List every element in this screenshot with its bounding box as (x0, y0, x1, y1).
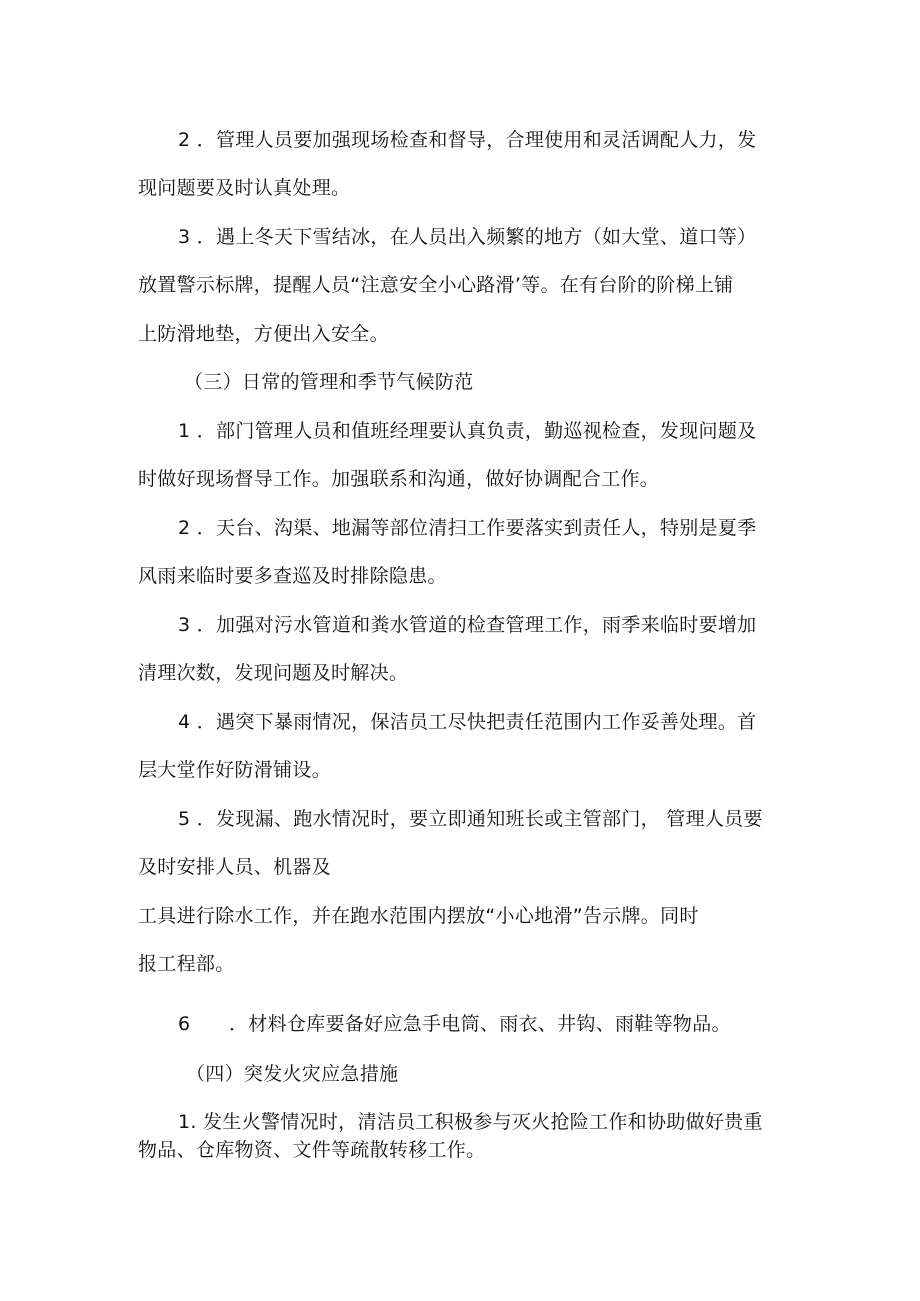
paragraph-line: 及时安排人员、机器及 (138, 856, 332, 878)
paragraph-line: 风雨来临时要多查巡及时排除隐患。 (138, 565, 447, 587)
paragraph-line: 1. 发生火警情况时，清洁员工积极参与灭火抢险工作和协助做好贵重 (178, 1111, 763, 1133)
paragraph-line: 工具进行除水工作，并在跑水范围内摆放“小心地滑”告示牌。同时 (138, 905, 699, 927)
paragraph-line: 3 ．遇上冬天下雪结冰，在人员出入频繁的地方（如大堂、道口等） (178, 226, 757, 248)
paragraph-line: 层大堂作好防滑铺设。 (138, 759, 332, 781)
paragraph-line: 2 ．天台、沟渠、地漏等部位清扫工作要落实到责任人，特别是夏季 (178, 517, 757, 539)
paragraph-line: 清理次数，发现问题及时解决。 (138, 662, 409, 684)
paragraph-line: 1 ．部门管理人员和值班经理要认真负责，勤巡视检查，发现问题及 (178, 420, 757, 442)
paragraph-line: 2 ．管理人员要加强现场检查和督导，合理使用和灵活调配人力，发 (178, 129, 757, 151)
paragraph-line: 5 ．发现漏、跑水情况时，要立即通知班长或主管部门， 管理人员要 (178, 808, 763, 830)
paragraph-line: 6 ．材料仓库要备好应急手电筒、雨衣、井钩、雨鞋等物品。 (178, 1013, 731, 1035)
paragraph-line: 4 ．遇突下暴雨情况，保洁员工尽快把责任范围内工作妥善处理。首 (178, 711, 757, 733)
paragraph-line: 物品、仓库物资、文件等疏散转移工作。 (138, 1139, 486, 1161)
section-heading: （四）突发火灾应急措施 (186, 1063, 399, 1085)
paragraph-line: 时做好现场督导工作。加强联系和沟通，做好协调配合工作。 (138, 468, 660, 490)
section-heading: （三）日常的管理和季节气候防范 (184, 371, 474, 393)
paragraph-line: 现问题要及时认真处理。 (138, 177, 351, 199)
paragraph-line: 3 ．加强对污水管道和粪水管道的检查管理工作，雨季来临时要增加 (178, 614, 757, 636)
paragraph-line: 放置警示标牌，提醒人员“注意安全小心路滑’等。在有台阶的阶梯上铺 (138, 274, 734, 296)
paragraph-line: 上防滑地垫，方便出入安全。 (138, 323, 389, 345)
paragraph-line: 报工程部。 (138, 953, 235, 975)
